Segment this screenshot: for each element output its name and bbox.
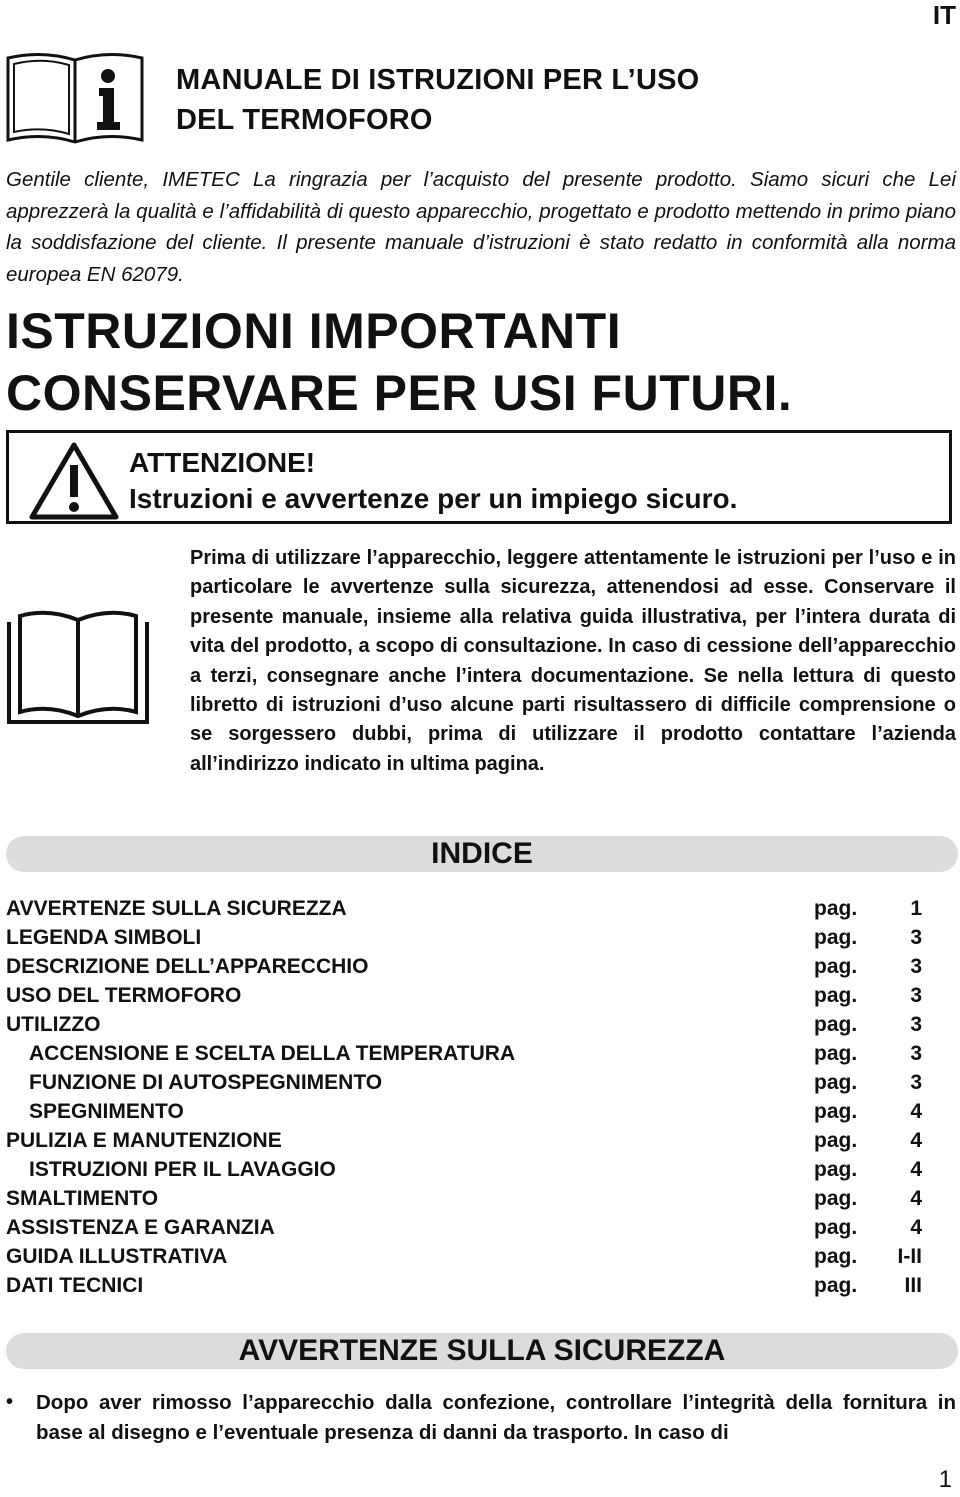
toc-page-number: 3 [910,955,922,978]
toc-page-number: 4 [910,1187,922,1210]
toc-row [6,1039,922,1068]
toc-label: LEGENDA SIMBOLI [6,926,202,949]
toc-row [6,1126,922,1155]
toc-page-number: 3 [910,1071,922,1094]
toc-row [6,1010,922,1039]
toc-page-number: I-II [897,1245,922,1268]
toc-pag: pag. [814,897,858,920]
toc-row [6,1155,922,1184]
toc-label: ASSISTENZA E GARANZIA [6,1216,275,1239]
toc-page-number: 3 [910,926,922,949]
manual-title-line1: MANUALE DI ISTRUZIONI PER L’USO [176,64,700,96]
toc-pag: pag. [814,1129,858,1152]
toc-page-number: 4 [910,1100,922,1123]
toc-label: GUIDA ILLUSTRATIVA [6,1245,228,1268]
toc-label: DESCRIZIONE DELL’APPARECCHIO [6,955,369,978]
warning-text [129,445,737,517]
toc-pag: pag. [814,1245,858,1268]
toc-page-number: III [904,1274,922,1297]
language-label: IT [932,0,956,30]
toc-label: ACCENSIONE E SCELTA DELLA TEMPERATURA [29,1042,516,1065]
toc-page-number: 3 [910,984,922,1007]
toc-label: AVVERTENZE SULLA SICUREZZA [6,897,347,920]
safety-bullet-text: Dopo aver rimosso l’apparecchio dalla confezione, controllare l’integrità della fornitura in base al disegno e l’eventuale presenza di danni da trasporto. In caso di [36,1391,956,1444]
toc-row [6,1184,922,1213]
toc-label: FUNZIONE DI AUTOSPEGNIMENTO [29,1071,383,1094]
toc-row [6,1242,922,1271]
toc-pag: pag. [814,1187,858,1210]
toc-pag: pag. [814,1216,858,1239]
toc-page-number: 4 [910,1129,922,1152]
toc-row [6,923,922,952]
toc-row [6,1068,922,1097]
manual-title [176,60,699,140]
important-heading-line1: ISTRUZIONI IMPORTANTI [6,303,622,359]
table-of-contents [6,894,922,1300]
intro-paragraph: Gentile cliente, IMETEC La ringrazia per l’acquisto del presente prodotto. Siamo sicuri che Lei apprezzerà la qualità e l’affidabilità di questo apparecchio, progettato e prodotto mettendo in primo piano la soddisfazione del cliente. Il presente manuale d’istruzioni è stato redatto in conformità alla norma europea EN 62079. [6,168,956,286]
toc-row [6,894,922,923]
toc-page-number: 3 [910,1042,922,1065]
toc-label: PULIZIA E MANUTENZIONE [6,1129,282,1152]
toc-pag: pag. [814,1042,858,1065]
important-heading-line2: CONSERVARE PER USI FUTURI. [6,365,793,421]
toc-label: ISTRUZIONI PER IL LAVAGGIO [29,1158,336,1181]
toc-row [6,981,922,1010]
toc-page-number: 3 [910,1013,922,1036]
toc-pag: pag. [814,1100,858,1123]
important-heading [6,300,792,424]
read-manual-icon [6,608,150,726]
toc-pag: pag. [814,1274,858,1297]
index-title: INDICE [431,837,533,870]
toc-label: UTILIZZO [6,1013,101,1036]
manual-title-line2: DEL TERMOFORO [176,104,433,136]
prima-paragraph: Prima di utilizzare l’apparecchio, leggere attentamente le istruzioni per l’uso e in particolare le avvertenze sulla sicurezza, attenendosi ad esse. Conservare il presente manuale, insieme alla relativa guida illustrativa, per l’intera durata di vita del prodotto, a scopo di consultazione. In caso di cessione dell’apparecchio a terzi, consegnare anche l’intera documentazione. Se nella lettura di questo libretto di istruzioni d’uso alcune parti risultassero di difficile comprensione o se sorgessero dubbi, prima di utilizzare il prodotto contattare l’azienda all’indirizzo indicato in ultima pagina. [190,547,956,775]
warning-triangle-icon [29,441,119,521]
toc-label: SMALTIMENTO [6,1187,159,1210]
info-book-icon [6,52,144,146]
toc-label: DATI TECNICI [6,1274,144,1297]
toc-pag: pag. [814,1013,858,1036]
toc-pag: pag. [814,1071,858,1094]
toc-pag: pag. [814,926,858,949]
toc-row [6,1271,922,1300]
bullet-icon: • [6,1391,14,1413]
toc-row [6,952,922,981]
toc-pag: pag. [814,984,858,1007]
toc-row [6,1097,922,1126]
warning-subtitle: Istruzioni e avvertenze per un impiego sicuro. [129,483,738,514]
warning-title: ATTENZIONE! [129,447,316,478]
toc-label: SPEGNIMENTO [29,1100,184,1123]
warning-box [6,430,952,524]
safety-title: AVVERTENZE SULLA SICUREZZA [238,1334,726,1367]
toc-row [6,1213,922,1242]
toc-page-number: 1 [910,897,922,920]
index-title-bar [6,836,958,872]
toc-label: USO DEL TERMOFORO [6,984,242,1007]
toc-pag: pag. [814,1158,858,1181]
safety-title-bar [6,1333,958,1369]
toc-page-number: 4 [910,1216,922,1239]
toc-pag: pag. [814,955,858,978]
page-number: 1 [938,1466,952,1493]
toc-page-number: 4 [910,1158,922,1181]
